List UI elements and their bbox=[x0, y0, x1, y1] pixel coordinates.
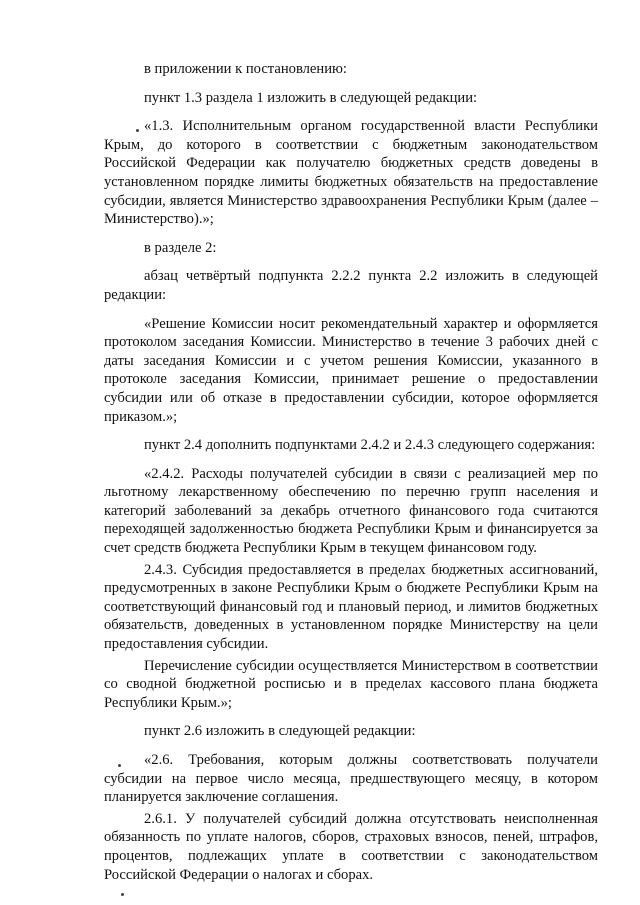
paragraph: «2.6. Требования, которым должны соответствовать получатели субсидии на первое число месяца, предшествующего месяцу, в котором планируется заключение соглашения. bbox=[104, 752, 598, 806]
paragraph: «Решение Комиссии носит рекомендательный характер и оформляется протоколом заседания Комиссии. Министерство в течение 3 рабочих дней с даты заседания Комиссии и с учетом решения Комиссии, указанного в протоколе заседания Комиссии, принимает решение о предоставлении субсидии или об отказе в предоставлении субсидии, которое оформляется приказом.»; bbox=[104, 315, 598, 425]
paragraph: в разделе 2: bbox=[144, 239, 217, 256]
paragraph: в приложении к постановлению: bbox=[144, 61, 347, 77]
paragraph: «2.4.2. Расходы получателей субсидии в связи с реализацией мер по льготному лекарственному обеспечению по перечню групп населения и категорий заболеваний за декабрь отчетного финансового года считаются переходящей задолженностью бюджета Республики Крым и финансируется за счет средств бюджета Республики Крым в текущем финансовом году. bbox=[104, 465, 598, 557]
paragraph: 2.4.3. Субсидия предоставляется в пределах бюджетных ассигнований, предусмотренных в законе Республики Крым о бюджете Республики Крым на соответствующий финансовый год и плановый период, и лимитов бюджетных обязательств, доведенных в установленном порядке Министерству на цели предоставления субсидии. bbox=[104, 561, 598, 653]
paragraph: Перечисление субсидии осуществляется Министерством в соответствии со сводной бюджетной росписью и в пределах кассового плана бюджета Республики Крым.»; bbox=[104, 657, 598, 711]
paragraph: «1.3. Исполнительным органом государственной власти Республики Крым, до которого в соответствии с бюджетным законодательством Российской Федерации как получателю бюджетных средств доведены в установленном порядке лимиты бюджетных обязательств на предоставление субсидии, является Министерство здравоохранения Республики Крым (далее – Министерство).»; bbox=[104, 118, 598, 228]
paragraph: пункт 1.3 раздела 1 изложить в следующей редакции: bbox=[144, 89, 478, 106]
document-body bbox=[104, 60, 598, 884]
paragraph: пункт 2.6 изложить в следующей редакции: bbox=[144, 723, 416, 740]
paragraph: пункт 2.4 дополнить подпунктами 2.4.2 и 2.4.3 следующего содержания: bbox=[144, 437, 596, 454]
paragraph: абзац четвёртый подпункта 2.2.2 пункта 2.2 изложить в следующей редакции: bbox=[104, 268, 598, 303]
scan-mark bbox=[121, 893, 124, 896]
paragraph: 2.6.1. У получателей субсидий должна отсутствовать неисполненная обязанность по уплате налогов, сборов, страховых взносов, пеней, штрафов, процентов, подлежащих уплате в соответствии с законодательством Российской Федерации о налогах и сборах. bbox=[104, 810, 598, 883]
